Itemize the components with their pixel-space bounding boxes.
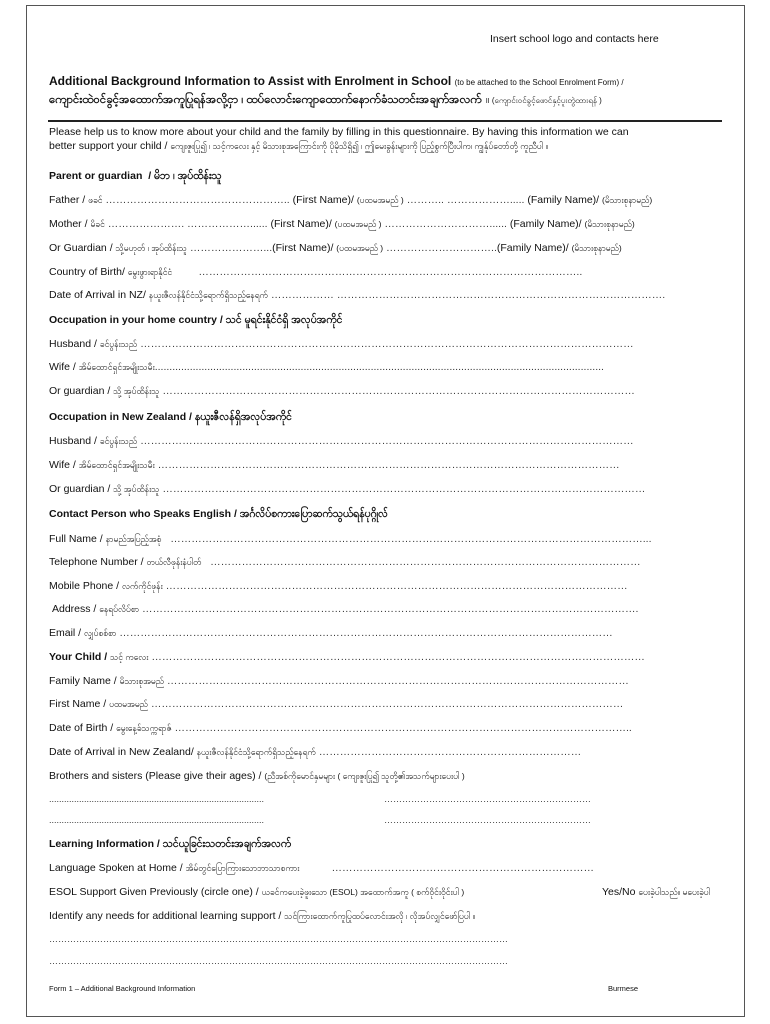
learning-needs-label: Identify any needs for additional learning support / သင်ကြားထောက်ကူပြုထပ်လောင်းအလို ၊ လိုအပ်လျှင်ဖော်ပြပါ ။ [49, 910, 476, 922]
country-of-birth-field[interactable]: Country of Birth/ မွေးဖွားရာနိုင်ငံ ……………………………………………………………………………………………….. [49, 266, 583, 278]
siblings-line-1-left[interactable]: ...................................................................................... [49, 794, 265, 804]
title-my: ကျောင်းထဲဝင်ခွင့်အထောက်အကူပြုရန်အလို့ငှာ ၊ ထပ်လောင်းကျောထောက်နောက်ခံသတင်းအချက်အလက် [49, 94, 482, 106]
father-field[interactable]: Father / ဖခင် …………………………………………….. (First Name)/ (ပထမအမည် ) ……….. ………………..... (Family Name)/ (မိသားစုနာမည်) [49, 194, 653, 206]
mother-field[interactable]: Mother / မိခင် …………………. ………………...... (First Name)/ (ပထမအမည် ) …………………………...... (Family Name)/ (မိသားစုနာမည်) [49, 218, 635, 230]
occupation-nz-guardian-field[interactable]: Or guardian / သို့ အုပ်ထိန်းသူ ………………………………………………………………………………………………………………………… [49, 483, 646, 495]
occupation-nz-heading: Occupation in New Zealand / နယူးဇီလန်ရှိအလုပ်အကိုင် [49, 411, 292, 423]
learning-needs-line-2[interactable]: ……………………………………………………………………………………………………………………………………… [49, 956, 508, 966]
footer-language: Burmese [608, 984, 639, 993]
page-title-burmese [49, 92, 602, 109]
title-my-note: ॥ (ကျောင်းဝင်ခွင့်ဖောင်နှင့်ပူးတွဲထားရန် ) [484, 96, 602, 105]
parent-arrival-date-field[interactable]: Date of Arrival in NZ/ နယူးဇီလန်နိုင်ငံသို့ရောက်ရှိသည့်နေရက် ……………… …………………………………………………………………………………. [49, 289, 666, 301]
occupation-home-heading: Occupation in your home country / သင် မူရင်းနိုင်ငံရှိ အလုပ်အကိုင် [49, 314, 343, 326]
esol-yes-no-option[interactable]: Yes/No ပေးခဲ့ပါသည်။ မပေးခဲ့ပါ [602, 886, 711, 898]
title-note: (to be attached to the School Enrolment Form) / [454, 78, 624, 87]
intro-line-2: better support your child / ကျေးဇူးပြု၍ ၊ သင့်ကလေး နှင့် မိသားစုအကြောင်းကို ပိုမိုသိရှိ၍ ၊ ဤမေးခွန်းများကို ပြည့်စွက်ပြီးပါက၊ ကျွန်ုပ်တော်တို့ ကူညီပါ ။ [49, 140, 549, 152]
contact-full-name-field[interactable]: Full Name / နာမည်အပြည့်အစုံ ………………………………………………………………………………………………………………………... [49, 533, 652, 545]
guardian-field[interactable]: Or Guardian / သို့မဟုတ် ၊ အုပ်ထိန်းသူ …………………...(First Name)/ (ပထမအမည် ) …………………………..(Family Name)/ (မိသားစုနာမည်) [49, 242, 622, 254]
occupation-home-husband-field[interactable]: Husband / ခင်ပွန်းသည် …………………………………………………………………………………………………………………………… [49, 338, 634, 350]
language-spoken-field[interactable]: Language Spoken at Home / အိမ်တွင်ပြောကြားသောဘာသာစကား ………………………………………………………………… [49, 862, 594, 874]
contact-telephone-field[interactable]: Telephone Number / တယ်လီဖုန်းနံပါတ် …………………………………………………………………………………………………………… [49, 556, 641, 568]
child-dob-field[interactable]: Date of Birth / မွေးနေ့ခ်သက္ကရာဇ် ………………………………………………………………………………………………………………….. [49, 722, 632, 734]
esol-support-field[interactable]: ESOL Support Given Previously (circle one) / ယခင်ကပေးခဲ့ဖူးသော (ESOL) အထောက်အကူ ( စက်ဝိုင်းဝိုင်းပါ ) [49, 886, 465, 898]
learning-needs-line-1[interactable]: ……………………………………………………………………………………………………………………………………… [49, 934, 508, 944]
occupation-home-wife-field[interactable]: Wife / အိမ်ထောင်ရှင်အမျိုးသမီး.......................................................................................................................................................... [49, 361, 604, 373]
siblings-label: Brothers and sisters (Please give their ages) / (ညီအစ်ကိုမောင်နှမများ ( ကျေးဇူးပြု၍ သူတို့၏အသက်များပေးပါ ) [49, 770, 465, 782]
occupation-nz-husband-field[interactable]: Husband / ခင်ပွန်းသည် …………………………………………………………………………………………………………………………… [49, 435, 634, 447]
contact-heading: Contact Person who Speaks English / အင်္ဂလိပ်စကားပြောဆက်သွယ်ရန်ပုဂ္ဂိုလ် [49, 508, 388, 520]
page-title [49, 74, 624, 88]
intro-text [49, 125, 729, 153]
siblings-line-2-right[interactable]: …………………………………………………………… [384, 815, 591, 825]
contact-email-field[interactable]: Email / လျှပ်စစ်စာ …………………………………………………………………………………………………………………………… [49, 627, 613, 639]
child-family-name-field[interactable]: Family Name / မိသားစုအမည် …………………………………………………………………………………………………………………… [49, 675, 629, 687]
learning-heading: Learning Information / သင်ယူခြင်းသတင်းအချက်အလက် [49, 838, 292, 850]
siblings-line-2-left[interactable]: ...................................................................................... [49, 815, 265, 825]
title-divider [48, 120, 722, 122]
title-en: Additional Background Information to Assist with Enrolment in School [49, 74, 452, 88]
occupation-nz-wife-field[interactable]: Wife / အိမ်ထောင်ရှင်အမျိုးသမီး …………………………………………………………………………………………………………………… [49, 459, 620, 471]
footer-form-label: Form 1 – Additional Background Information [49, 984, 196, 993]
siblings-line-1-right[interactable]: …………………………………………………………… [384, 794, 591, 804]
child-arrival-date-field[interactable]: Date of Arrival in New Zealand/ နယူးဇီလန်နိုင်ငံသို့ရောက်ရှိသည့်နေရက် ………………………………………………………………… [49, 746, 582, 758]
parent-heading: Parent or guardian / မိဘ ၊ အုပ်ထိန်းသူ [49, 170, 222, 182]
occupation-home-guardian-field[interactable]: Or guardian / သို့ အုပ်ထိန်းသူ ……………………………………………………………………………………………………………………… [49, 385, 635, 397]
contact-address-field[interactable]: Address / နေရပ်လိပ်စာ ……………………………………………………………………………………………………………………………. [52, 603, 639, 615]
child-first-name-field[interactable]: First Name / ပထမအမည် ……………………………………………………………………………………………………………………… [49, 698, 624, 710]
school-logo-placeholder: Insert school logo and contacts here [490, 33, 659, 45]
intro-line-1: Please help us to know more about your child and the family by filling in this questionnaire. By having this information we can [49, 126, 629, 138]
contact-mobile-field[interactable]: Mobile Phone / လက်ကိုင်ဖုန်း …………………………………………………………………………………………………………………… [49, 580, 628, 592]
child-heading: Your Child / သင့် ကလေး …………………………………………………………………………………………………………………………… [49, 651, 645, 663]
